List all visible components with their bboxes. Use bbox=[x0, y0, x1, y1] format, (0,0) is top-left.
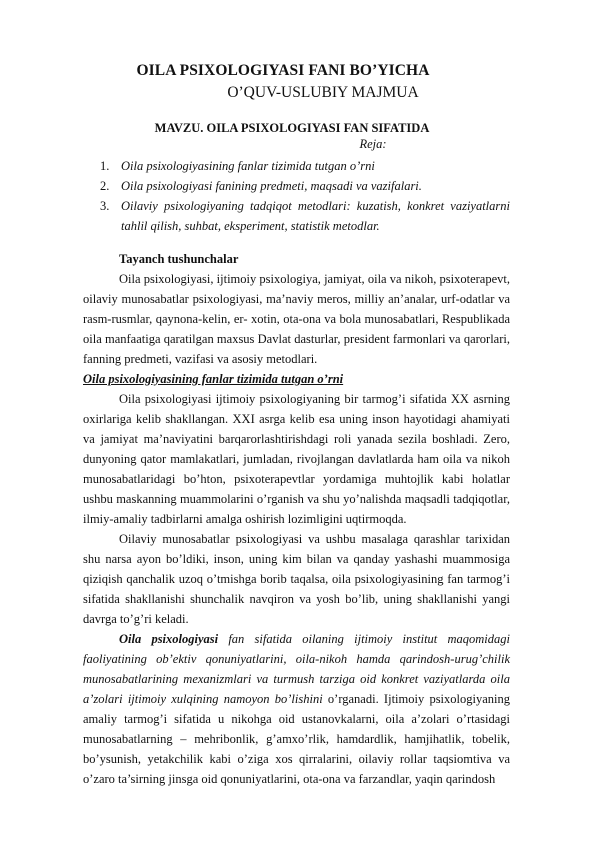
plan-item-text: Oila psixologiyasi fanining predmeti, maqsadi va vazifalari. bbox=[121, 179, 422, 193]
plan-label: Reja: bbox=[359, 137, 387, 151]
plan-item-number: 3. bbox=[100, 199, 110, 213]
plan-item-number: 2. bbox=[100, 179, 110, 193]
plan-item-number: 1. bbox=[100, 159, 110, 173]
definition-rest: o’rganadi. Ijtimoiy psixologiyaning amaliy tarmog’i sifatida u nikohga oid ustanovkalarni, oila a’zolari o’rtasidagi munosabatlarning – mehribonlik, g’amxo’rlik, hamdardlik, hamjihatlik, tobelik, bo’ysunish, yetakchilik kabi o’ziga xos qirralarini, oilaviy rollar taqsiomtiva va o’zaro ta’sirning jinsga oid qonuniyatlarini, ota-ona va farzandlar, yaqin qarindosh bbox=[83, 692, 510, 786]
concepts-heading: Tayanch tushunchalar bbox=[119, 252, 239, 266]
plan-item bbox=[100, 156, 510, 176]
term-highlight: Oila psixologiyasi bbox=[119, 632, 219, 646]
document-subtitle: O’QUV-USLUBIY MAJMUA bbox=[227, 84, 419, 101]
plan-item-text: Oilaviy psixologiyaning tadqiqot metodlari: kuzatish, konkret vaziyatlarni tahlil qilish, suhbat, eksperiment, statistik metodlar. bbox=[121, 199, 510, 233]
plan-list bbox=[100, 156, 510, 236]
section-paragraph-1: Oila psixologiyasi ijtimoiy psixologiyaning bir tarmog’i sifatida XX asrning oxirlariga kelib shakllangan. XXI asrga kelib esa uning inson hayotidagi ahamiyati va jamiyat ma’naviyatini barqarorlashtirishdagi roli yanada sezila boshladi. Zero, dunyoning qator mamlakatlari, jumladan, rivojlangan davlatlarda ham oila va nikoh munosabatlaridagi bo’hton, psixoterapevtlar yordamiga muhtojlik kabi holatlar ushbu maskanning muammolarini o’rganish va shu yo’nalishda maqsadli tadqiqotlar, ilmiy-amaliy tadbirlarni amalga oshirish lozimligini uqtirmoqda. bbox=[83, 392, 510, 526]
concepts-paragraph: Oila psixologiyasi, ijtimoiy psixologiya, jamiyat, oila va nikoh, psixoterapevt, oilaviy munosabatlar psixologiyasi, ma’naviy meros, milliy an’analar, urf-odatlar va rasm-rusmlar, qaynona-kelin, er- xotin, ota-ona va bola munosabatlari, Respublikada oila manfaatiga qaratilgan maxsus Davlat dasturlar, president farmonlari va qarorlari, fanning predmeti, vazifasi va asosiy metodlari. bbox=[83, 272, 510, 366]
section-heading: Oila psixologiyasining fanlar tizimida tutgan o’rni bbox=[83, 372, 344, 386]
concepts-block bbox=[83, 249, 510, 369]
section-paragraph-2: Oilaviy munosabatlar psixologiyasi va ushbu masalaga qarashlar tarixidan shu narsa ayon bo’ldiki, inson, uning kim bilan va qanday yashashi muammosiga qiziqish qanchalik uzoq o’tmishga borib taqalsa, oila psixologiyasining fan tarmog’i sifatida shakllanishi shunchalik navqiron va yosh bo’lib, uning shakllanishi yangi davrga to’g’ri keladi. bbox=[83, 532, 510, 626]
definition-italic: fan sifatida oilaning ijtimoiy institut maqomidagi faoliyatining ob’ektiv qonuniyatlarini, oila-nikoh hamda qarindosh-urug’chilik munosabatlarining mexanizmlari va turmush tarziga oid konkret vaziyatlarda oila a’zolari ijtimoiy xulqining namoyon bo’lishini bbox=[83, 632, 510, 706]
section-block bbox=[83, 369, 510, 789]
document-title: OILA PSIXOLOGIYASI FANI BO’YICHA bbox=[136, 62, 430, 79]
plan-item bbox=[100, 176, 510, 196]
section-paragraph-3 bbox=[83, 629, 510, 789]
plan-item-text: Oila psixologiyasining fanlar tizimida tutgan o’rni bbox=[121, 159, 375, 173]
plan-item bbox=[100, 196, 510, 236]
topic-heading: MAVZU. OILA PSIXOLOGIYASI FAN SIFATIDA bbox=[154, 121, 430, 135]
